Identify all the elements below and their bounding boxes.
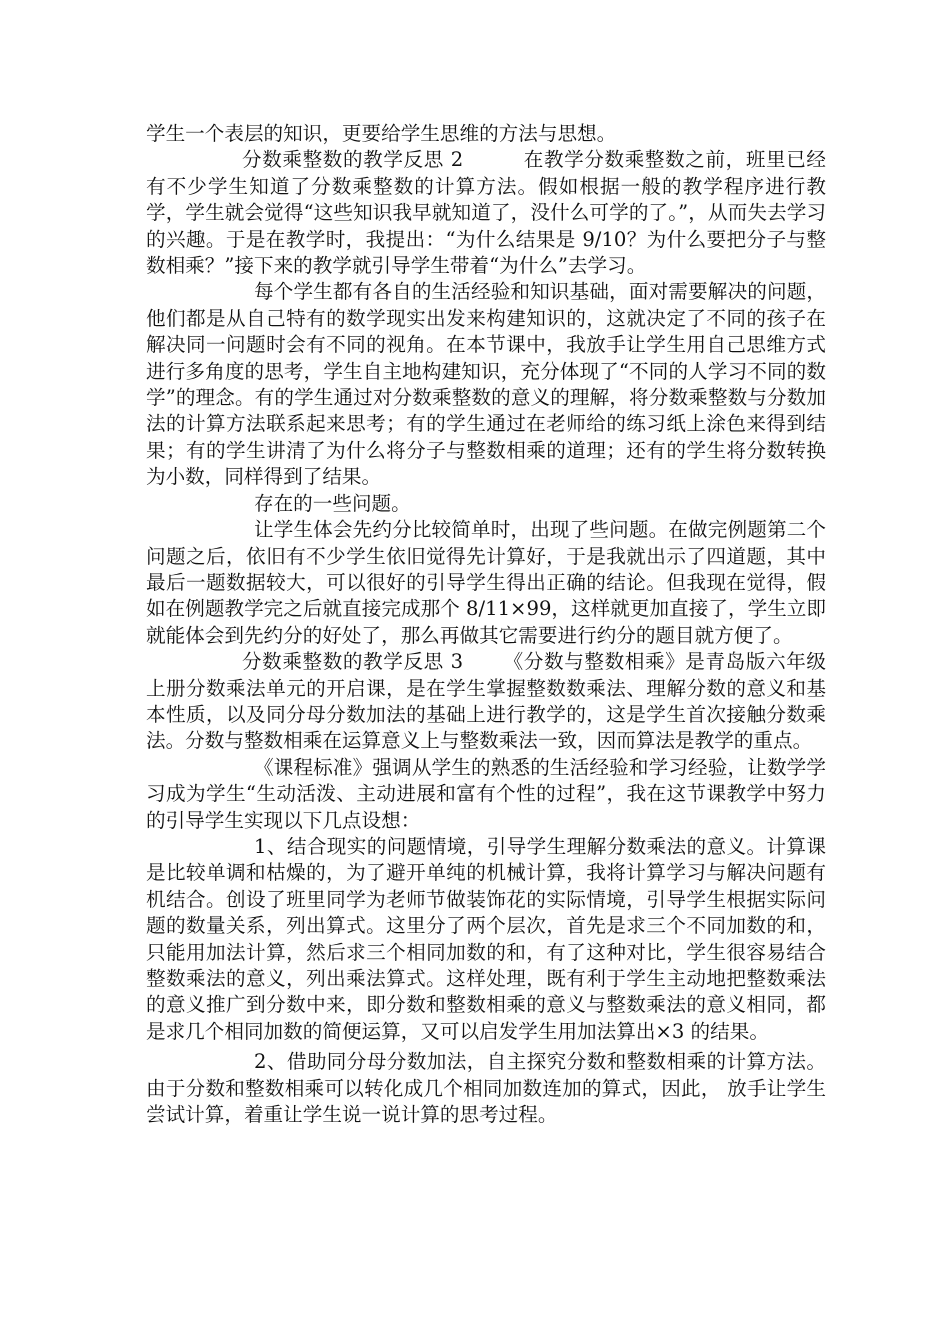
- paragraph-9: 2、借助同分母分数加法，自主探究分数和整数相乘的计算方法。由于分数和整数相乘可以转化成几个相同加数连加的算式，因此， 放手让学生尝试计算，着重让学生说一说计算的思考过程。: [146, 1050, 826, 1127]
- paragraph-2-body: 在教学分数乘整数之前，班里已经有不少学生知道了分数乘整数的计算方法。假如根据一般的教学程序进行教学，学生就会觉得“这些知识我早就知道了，没什么可学的了。”，从而失去学习的兴趣。于是在教学时，我提出：“为什么结果是 9/10？为什么要把分子与整数相乘？”接下来的教学就引导学生带着“为什么”去学习。: [146, 148, 826, 278]
- paragraph-6: [146, 649, 826, 755]
- paragraph-4: 存在的一些问题。: [254, 491, 411, 515]
- section-heading-3: 分数乘整数的教学反思 3: [242, 650, 464, 674]
- paragraph-6-body: 《分数与整数相乘》是青岛版六年级上册分数乘法单元的开启课，是在学生掌握整数数乘法、理解分数的意义和基本性质，以及同分母分数加法的基础上进行教学的，这是学生首次接触分数乘法。分数与整数相乘在运算意义上与整数乘法一致，因而算法是教学的重点。: [146, 650, 826, 753]
- paragraph-5: 让学生体会先约分比较简单时，出现了些问题。在做完例题第二个问题之后，依旧有不少学生依旧觉得先计算好，于是我就出示了四道题，其中最后一题数据较大，可以很好的引导学生得出正确的结论。但我现在觉得，假如在例题教学完之后就直接完成那个 8/11×99，这样就更加直接了，学生立即就能体会到先约分的好处了，那么再做其它需要进行约分的题目就方便了。: [146, 518, 826, 647]
- paragraph-1: 学生一个表层的知识，更要给学生思维的方法与思想。: [146, 122, 617, 145]
- section-heading-2: 分数乘整数的教学反思 2: [242, 148, 464, 172]
- paragraph-8: 1、结合现实的问题情境，引导学生理解分数乘法的意义。计算课是比较单调和枯燥的，为了避开单纯的机械计算，我将计算学习与解决问题有机结合。创设了班里同学为老师节做装饰花的实际情境，引导学生根据实际问题的数量关系，列出算式。这里分了两个层次，首先是求三个不同加数的和，只能用加法计算，然后求三个相同加数的和，有了这种对比，学生很容易结合整数乘法的意义，列出乘法算式。这样处理，既有利于学生主动地把整数乘法的意义推广到分数中来，即分数和整数相乘的意义与整数乘法的意义相同，都是求几个相同加数的简便运算，又可以启发学生用加法算出×3 的结果。: [146, 834, 826, 1043]
- paragraph-7: 《课程标准》强调从学生的熟悉的生活经验和学习经验，让数学学习成为学生“生动活泼、主动进展和富有个性的过程”，我在这节课教学中努力的引导学生实现以下几点设想：: [146, 755, 826, 832]
- paragraph-3: 每个学生都有各自的生活经验和知识基础，面对需要解决的问题，他们都是从自己特有的数学现实出发来构建知识的，这就决定了不同的孩子在解决同一问题时会有不同的视角。在本节课中，我放手让学生用自己思维方式进行多角度的思考，学生自主地构建知识，充分体现了“不同的人学习不同的数学”的理念。有的学生通过对分数乘整数的意义的理解，将分数乘整数与分数加法的计算方法联系起来思考；有的学生通过在老师给的练习纸上涂色来得到结果；有的学生讲清了为什么将分子与整数相乘的道理；还有的学生将分数转换为小数，同样得到了结果。: [146, 280, 826, 489]
- paragraph-2: [146, 147, 826, 279]
- document-body: [146, 121, 826, 1128]
